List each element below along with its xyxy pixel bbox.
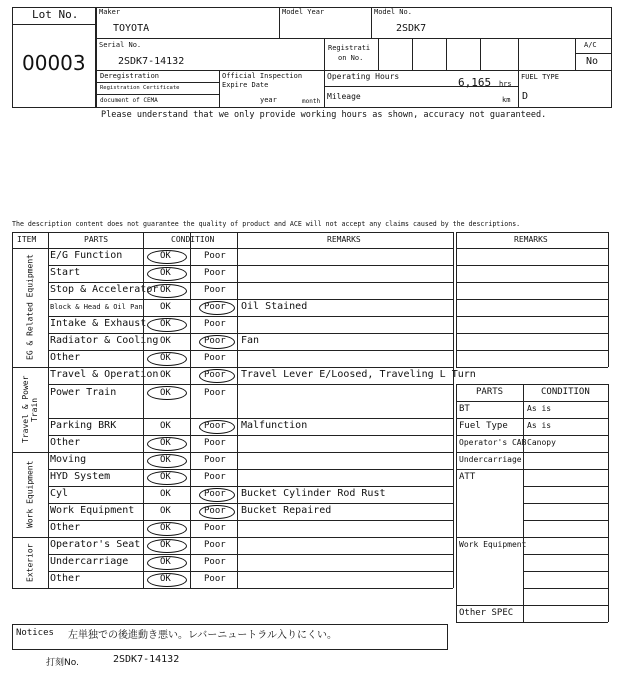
ok-selected-oval <box>147 267 187 281</box>
poor-selected-oval <box>199 301 235 315</box>
side-part-label: BT <box>459 404 470 414</box>
part-label: Other <box>50 437 81 448</box>
header-parts: PARTS <box>84 235 109 244</box>
ok-option: OK <box>160 268 171 278</box>
remark-text: Oil Stained <box>241 301 308 312</box>
lot-number: 00003 <box>22 51 86 75</box>
part-label: Start <box>50 267 81 278</box>
remark-text: Bucket Cylinder Rod Rust <box>241 488 386 499</box>
side-parts-table <box>456 384 608 623</box>
side-part-label: Fuel Type <box>459 421 508 431</box>
remark-text: Fan <box>241 335 260 346</box>
ok-option: OK <box>160 319 171 329</box>
ok-option: OK <box>160 421 171 431</box>
ok-option: OK <box>160 540 171 550</box>
side-condition-value: As is <box>527 421 552 430</box>
side-condition-value: Canopy <box>527 438 556 447</box>
ok-selected-oval <box>147 437 187 451</box>
ok-option: OK <box>160 523 171 533</box>
part-label: Intake & Exhaust <box>50 318 147 329</box>
ok-option: OK <box>160 506 171 516</box>
serial-label: Serial No. <box>99 41 142 49</box>
model-no-label: Model No. <box>374 8 412 16</box>
poor-option: Poor <box>204 421 226 431</box>
lot-label: Lot No. <box>32 8 79 21</box>
ok-selected-oval <box>147 386 187 400</box>
engraving-value: 2SDK7-14132 <box>113 654 180 665</box>
part-label: Work Equipment <box>50 505 135 516</box>
poor-selected-oval <box>199 420 235 434</box>
poor-option: Poor <box>204 388 226 398</box>
poor-option: Poor <box>204 319 226 329</box>
operating-hours-label: Operating Hours <box>327 72 400 81</box>
side-part-label: Other SPEC <box>459 608 514 618</box>
serial-value: 2SDK7-14132 <box>118 56 185 67</box>
poor-option: Poor <box>204 523 226 533</box>
group-label: EG & Related Equipment <box>25 254 35 361</box>
registration-label-2: on No. <box>338 54 364 62</box>
header-item: ITEM <box>17 235 37 244</box>
year-label: year <box>260 96 277 104</box>
part-label: Moving <box>50 454 87 465</box>
ok-selected-oval <box>147 454 187 468</box>
ok-option: OK <box>160 251 171 261</box>
ok-option: OK <box>160 302 171 312</box>
engraving-label: 打刻No. <box>46 658 79 668</box>
poor-option: Poor <box>204 489 226 499</box>
poor-option: Poor <box>204 370 226 380</box>
disclaimer: The description content does not guarantee the quality of product and ACE will not accept any claims caused by the descriptions. <box>12 220 521 228</box>
ok-option: OK <box>160 370 171 380</box>
part-label: Operator's Seat <box>50 539 141 550</box>
ok-selected-oval <box>147 284 187 298</box>
poor-option: Poor <box>204 574 226 584</box>
cema-label: document of CEMA <box>100 97 158 104</box>
ok-selected-oval <box>147 573 187 587</box>
deregistration-label: Deregistration <box>100 72 160 80</box>
ok-selected-oval <box>147 522 187 536</box>
maker-value: TOYOTA <box>113 23 150 34</box>
side-remarks-header: REMARKS <box>514 235 548 244</box>
registration-certificate-label: Registration Certificate <box>100 85 180 91</box>
part-label: Other <box>50 573 81 584</box>
part-label: Power Train <box>50 387 117 398</box>
registration-label-1: Registrati <box>328 44 371 52</box>
inspection-label-2: Expire Date <box>222 81 269 89</box>
ok-selected-oval <box>147 318 187 332</box>
ok-option: OK <box>160 438 171 448</box>
poor-selected-oval <box>199 505 235 519</box>
ok-option: OK <box>160 336 171 346</box>
part-label: Radiator & Cooling <box>50 335 159 346</box>
part-label: Stop & Accelerator <box>50 284 159 295</box>
hours-note: Please understand that we only provide working hours as shown, accuracy not guaranteed. <box>101 110 547 120</box>
header-remarks: REMARKS <box>327 235 361 244</box>
ok-option: OK <box>160 285 171 295</box>
hrs-unit: hrs <box>499 80 512 88</box>
ok-option: OK <box>160 388 171 398</box>
remark-text: Travel Lever E/Loosed, Traveling L Turn <box>241 369 476 380</box>
ok-selected-oval <box>147 539 187 553</box>
ok-option: OK <box>160 557 171 567</box>
ok-option: OK <box>160 489 171 499</box>
fuel-type-label: FUEL TYPE <box>521 73 559 81</box>
poor-option: Poor <box>204 336 226 346</box>
fuel-type-value: D <box>522 91 529 102</box>
header-condition: CONDITION <box>171 235 215 244</box>
notices-text: 左単独での後進動き悪い。レバーニュートラル入りにくい。 <box>68 630 337 641</box>
side-condition-header: CONDITION <box>541 387 590 397</box>
group-label: Travel & Power Train <box>21 375 39 444</box>
group-label: Work Equipment <box>25 460 35 529</box>
side-condition-value: As is <box>527 404 552 413</box>
ac-value: No <box>586 56 599 67</box>
poor-selected-oval <box>199 369 235 383</box>
notices-label: Notices <box>16 628 54 638</box>
poor-option: Poor <box>204 285 226 295</box>
part-label: Undercarriage <box>50 556 129 567</box>
mileage-label: Mileage <box>327 92 361 101</box>
ok-option: OK <box>160 472 171 482</box>
poor-option: Poor <box>204 438 226 448</box>
side-part-label: Undercarriage <box>459 455 522 464</box>
poor-selected-oval <box>199 488 235 502</box>
side-part-label: Work Equipment <box>459 540 527 549</box>
part-label: Block & Head & Oil Pan <box>50 303 143 311</box>
km-unit: km <box>502 96 511 104</box>
part-label: Travel & Operation <box>50 369 159 380</box>
side-remarks-table <box>456 232 608 369</box>
poor-option: Poor <box>204 302 226 312</box>
ok-selected-oval <box>147 250 187 264</box>
poor-selected-oval <box>199 335 235 349</box>
poor-option: Poor <box>204 455 226 465</box>
maker-label: Maker <box>99 8 121 16</box>
part-label: E/G Function <box>50 250 123 261</box>
poor-option: Poor <box>204 353 226 363</box>
side-parts-header: PARTS <box>476 387 504 397</box>
model-year-label: Model Year <box>282 8 325 16</box>
ok-option: OK <box>160 353 171 363</box>
poor-option: Poor <box>204 472 226 482</box>
ok-option: OK <box>160 455 171 465</box>
model-no-value: 2SDK7 <box>396 23 427 34</box>
part-label: Other <box>50 522 81 533</box>
ok-option: OK <box>160 574 171 584</box>
remark-text: Malfunction <box>241 420 308 431</box>
part-label: Parking BRK <box>50 420 117 431</box>
remark-text: Bucket Repaired <box>241 505 332 516</box>
inspection-label-1: Official Inspection <box>222 72 303 80</box>
part-label: Cyl <box>50 488 69 499</box>
month-label: month <box>302 98 321 105</box>
poor-option: Poor <box>204 557 226 567</box>
ok-selected-oval <box>147 471 187 485</box>
part-label: Other <box>50 352 81 363</box>
ok-selected-oval <box>147 556 187 570</box>
ac-label: A/C <box>584 41 597 49</box>
poor-option: Poor <box>204 268 226 278</box>
part-label: HYD System <box>50 471 111 482</box>
poor-option: Poor <box>204 540 226 550</box>
side-part-label: Operator's CAB <box>459 438 527 447</box>
ok-selected-oval <box>147 352 187 366</box>
poor-option: Poor <box>204 251 226 261</box>
poor-option: Poor <box>204 506 226 516</box>
group-label: Exterior <box>25 543 35 582</box>
operating-hours-value: 6,165 <box>458 76 492 89</box>
side-part-label: ATT <box>459 472 476 482</box>
